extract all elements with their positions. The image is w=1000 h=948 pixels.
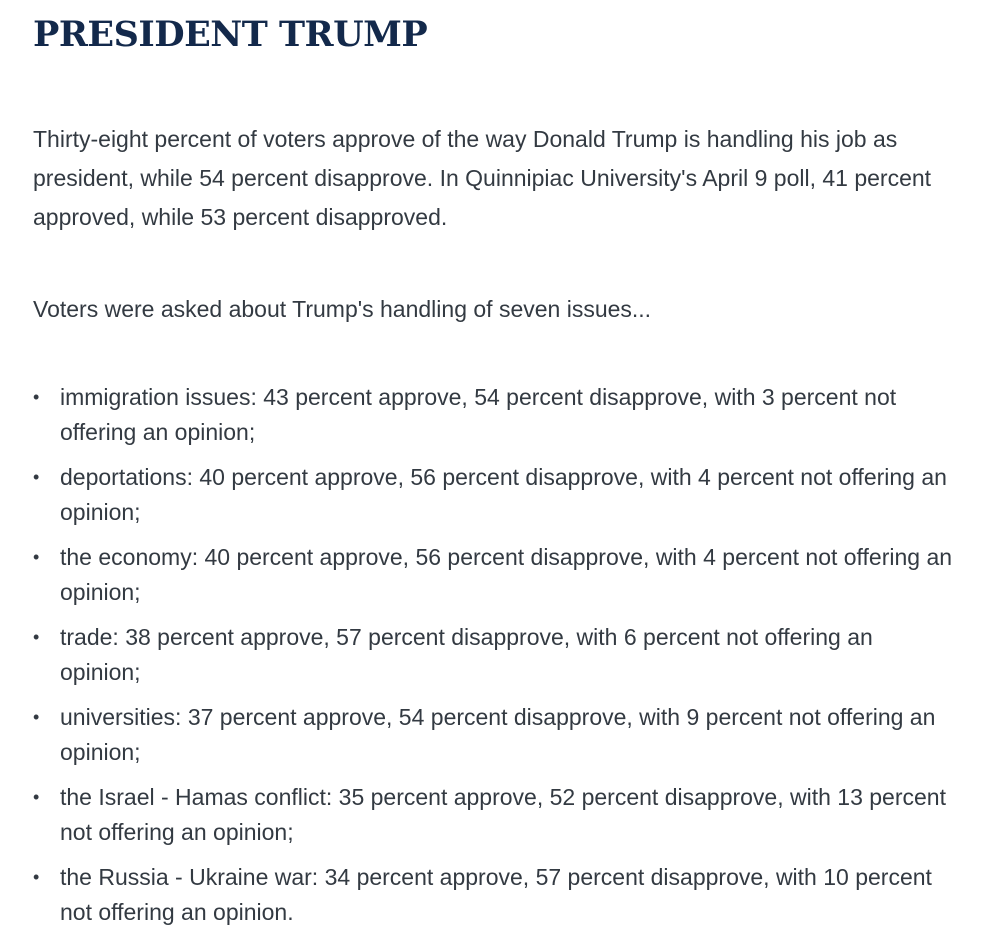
list-item-text: deportations: 40 percent approve, 56 percent disapprove, with 4 percent not offering an opinion; (60, 464, 947, 525)
bullet-icon: • (33, 867, 40, 887)
bullet-icon: • (33, 627, 40, 647)
list-item-economy (33, 540, 963, 620)
list-item-text: trade: 38 percent approve, 57 percent disapprove, with 6 percent not offering an opinion; (60, 624, 873, 685)
section-title: PRESIDENT TRUMP (33, 14, 428, 55)
list-item-israel-hamas (33, 780, 963, 860)
bullet-icon: • (33, 547, 40, 567)
intro-paragraph: Thirty-eight percent of voters approve of the way Donald Trump is handling his job as president, while 54 percent disapprove. In Quinnipiac University's April 9 poll, 41 percent approved, while 53 percent disapproved. (33, 126, 932, 230)
list-item-deportations (33, 460, 963, 540)
list-item-immigration (33, 380, 963, 460)
list-item-text: the Israel - Hamas conflict: 35 percent approve, 52 percent disapprove, with 13 percent not offering an opinion; (60, 784, 946, 845)
list-item-text: immigration issues: 43 percent approve, 54 percent disapprove, with 3 percent not offering an opinion; (60, 384, 897, 445)
bullet-icon: • (33, 787, 40, 807)
bullet-icon: • (33, 387, 40, 407)
issues-list (33, 380, 963, 940)
list-item-text: universities: 37 percent approve, 54 percent disapprove, with 9 percent not offering an opinion; (60, 704, 936, 765)
list-item-trade (33, 620, 963, 700)
list-item-russia-ukraine (33, 860, 963, 940)
list-item-universities (33, 700, 963, 780)
list-item-text: the economy: 40 percent approve, 56 percent disapprove, with 4 percent not offering an opinion; (60, 544, 953, 605)
bullet-icon: • (33, 707, 40, 727)
bullet-icon: • (33, 467, 40, 487)
list-item-text: the Russia - Ukraine war: 34 percent approve, 57 percent disapprove, with 10 percent not offering an opinion. (60, 864, 932, 925)
issues-lead-paragraph: Voters were asked about Trump's handling of seven issues... (33, 296, 652, 322)
